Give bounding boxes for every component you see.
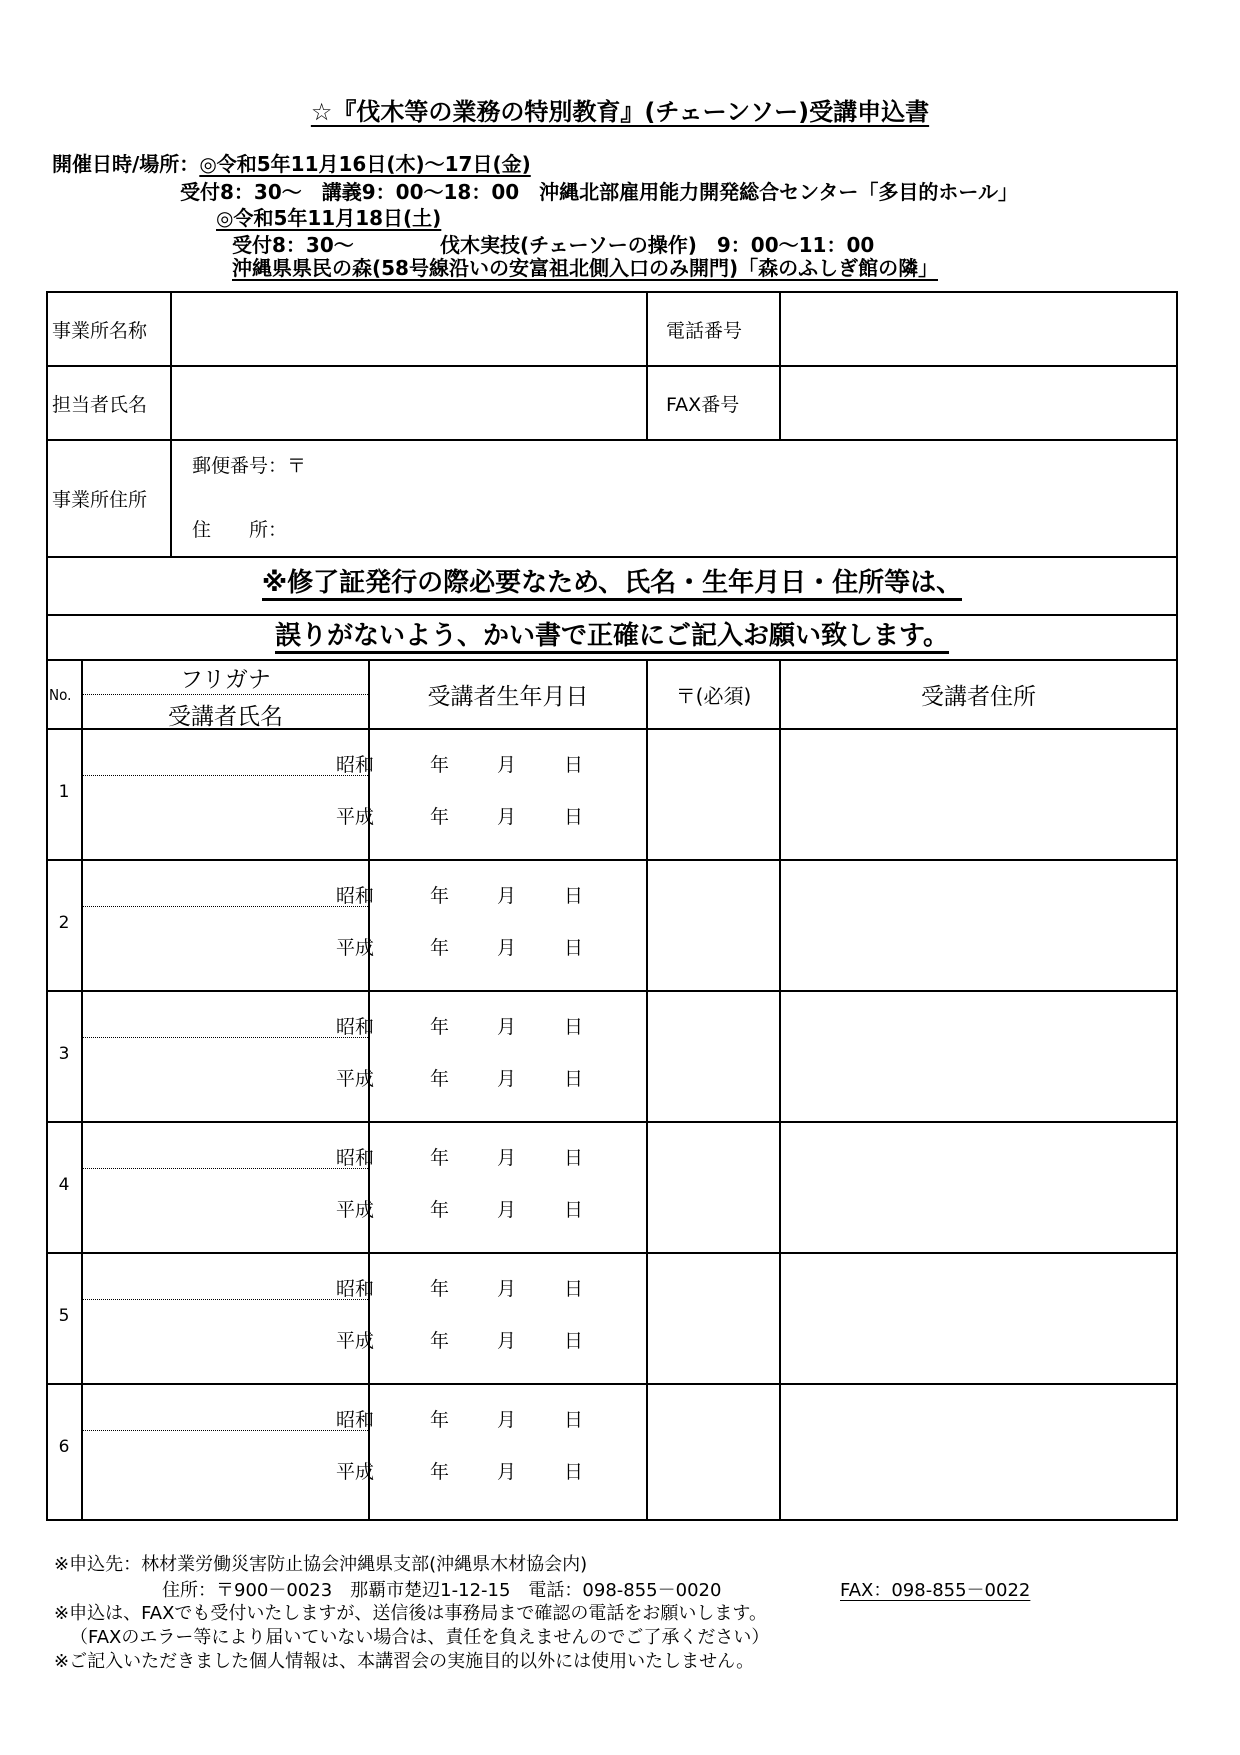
fax-label: FAX番号 [666,393,740,416]
month-label: 月 [497,1147,517,1169]
day-label: 日 [564,1016,584,1038]
participant-name-field[interactable] [83,1300,368,1383]
footer-apply-to: ※申込先：林材業労働災害防止協会沖縄県支部(沖縄県木材協会内) [54,1554,588,1575]
era-heisei: 平成 [336,1199,375,1221]
furigana-field[interactable] [83,992,368,1037]
year-label: 年 [430,1016,450,1038]
contact-name-label: 担当者氏名 [52,393,148,416]
day-label: 日 [564,1199,584,1221]
schedule-label: 開催日時/場所： [52,152,200,176]
participant-postal-field[interactable] [648,1123,779,1252]
day-label: 日 [564,1461,584,1483]
day-label: 日 [564,1330,584,1352]
month-label: 月 [497,1068,517,1090]
header-name: 受講者氏名 [168,704,283,730]
header-birthdate: 受講者生年月日 [427,684,589,710]
day-label: 日 [564,1409,584,1431]
era-showa: 昭和 [336,1278,375,1300]
participant-postal-field[interactable] [648,1254,779,1383]
year-label: 年 [430,1068,450,1090]
participant-name-field[interactable] [83,776,368,859]
era-showa: 昭和 [336,1147,375,1169]
schedule-reception-2: 受付8：30～ [232,233,354,257]
year-label: 年 [430,1461,450,1483]
office-name-label: 事業所名称 [52,319,148,342]
day-label: 日 [564,937,584,959]
year-label: 年 [430,1409,450,1431]
footer-address-phone: 住所：〒900－0023 那覇市楚辺1-12-15 電話：098-855－0020 [162,1580,722,1601]
participant-name-field[interactable] [83,1431,368,1514]
era-heisei: 平成 [336,1461,375,1483]
row-number: 3 [58,1044,70,1064]
era-heisei: 平成 [336,806,375,828]
participant-name-field[interactable] [83,1169,368,1252]
furigana-field[interactable] [83,861,368,906]
footer-fax-note: ※申込は、FAXでも受付いたしますが、送信後は事務局まで確認の電話をお願いします。 [54,1603,767,1624]
furigana-field[interactable] [83,1385,368,1430]
schedule-practice-2: 伐木実技(チェーソーの操作) 9：00～11：00 [440,233,875,257]
month-label: 月 [497,885,517,907]
year-label: 年 [430,1278,450,1300]
application-form [46,291,1178,1521]
era-heisei: 平成 [336,1330,375,1352]
year-label: 年 [430,1330,450,1352]
office-address-field[interactable]: 住 所： [192,518,288,541]
furigana-field[interactable] [83,730,368,775]
day-label: 日 [564,1147,584,1169]
day-label: 日 [564,1068,584,1090]
era-showa: 昭和 [336,885,375,907]
office-address-label: 事業所住所 [52,489,148,511]
participant-address-field[interactable] [781,730,1176,859]
year-label: 年 [430,806,450,828]
footer-privacy-note: ※ご記入いただきました個人情報は、本講習会の実施目的以外には使用いたしません。 [54,1651,755,1672]
schedule-date-2: ◎令和5年11月18日(土) [216,206,442,230]
warning-line-2: 誤りがないよう、かい書で正確にご記入お願い致します。 [46,621,1178,654]
year-label: 年 [430,1199,450,1221]
row-number: 5 [58,1306,70,1326]
row-number: 2 [58,913,70,933]
day-label: 日 [564,754,584,776]
participant-name-field[interactable] [83,1038,368,1121]
year-label: 年 [430,754,450,776]
footer-fax: FAX：098-855－0022 [840,1580,1031,1601]
day-label: 日 [564,885,584,907]
phone-field[interactable] [781,293,1176,365]
era-heisei: 平成 [336,937,375,959]
participant-address-field[interactable] [781,992,1176,1121]
row-number: 4 [58,1175,70,1195]
postal-code-field[interactable]: 郵便番号：〒 [192,454,307,477]
month-label: 月 [497,1330,517,1352]
schedule-detail-1: 受付8：30～ 講義9：00～18：00 沖縄北部雇用能力開発総合センター「多目的ホール」 [180,180,1018,204]
month-label: 月 [497,1016,517,1038]
month-label: 月 [497,937,517,959]
year-label: 年 [430,937,450,959]
fax-field[interactable] [781,367,1176,439]
era-heisei: 平成 [336,1068,375,1090]
schedule-date-1: ◎令和5年11月16日(木)～17日(金) [199,152,531,176]
schedule-line-1 [52,148,531,177]
month-label: 月 [497,1199,517,1221]
furigana-field[interactable] [83,1254,368,1299]
schedule-venue-2: 沖縄県県民の森(58号線沿いの安富祖北側入口のみ開門)「森のふしぎ館の隣」 [232,256,939,280]
participant-address-field[interactable] [781,1385,1176,1514]
participant-address-field[interactable] [781,861,1176,990]
month-label: 月 [497,1409,517,1431]
header-furigana: フリガナ [180,667,271,693]
month-label: 月 [497,1461,517,1483]
era-showa: 昭和 [336,1409,375,1431]
month-label: 月 [497,754,517,776]
office-name-field[interactable] [172,293,646,365]
row-number: 1 [58,782,70,802]
header-address: 受講者住所 [921,684,1036,710]
month-label: 月 [497,806,517,828]
participant-postal-field[interactable] [648,861,779,990]
participant-postal-field[interactable] [648,992,779,1121]
day-label: 日 [564,806,584,828]
row-number: 6 [58,1437,70,1457]
day-label: 日 [564,1278,584,1300]
participant-postal-field[interactable] [648,730,779,859]
participant-address-field[interactable] [781,1254,1176,1383]
month-label: 月 [497,1278,517,1300]
footer-fax-error-note: （FAXのエラー等により届いていない場合は、責任を負えませんのでご了承ください） [70,1627,770,1648]
header-no: No. [49,685,72,704]
furigana-field[interactable] [83,1123,368,1168]
header-postal: 〒(必須) [675,684,752,708]
participant-address-field[interactable] [781,1123,1176,1252]
form-title: ☆『伐木等の業務の特別教育』(チェーンソー)受講申込書 [310,98,930,126]
era-showa: 昭和 [336,1016,375,1038]
year-label: 年 [430,885,450,907]
contact-name-field[interactable] [172,367,646,439]
participant-postal-field[interactable] [648,1385,779,1514]
year-label: 年 [430,1147,450,1169]
warning-line-1: ※修了証発行の際必要なため、氏名・生年月日・住所等は、 [46,568,1178,601]
participant-name-field[interactable] [83,907,368,990]
phone-label: 電話番号 [666,319,743,342]
era-showa: 昭和 [336,754,375,776]
